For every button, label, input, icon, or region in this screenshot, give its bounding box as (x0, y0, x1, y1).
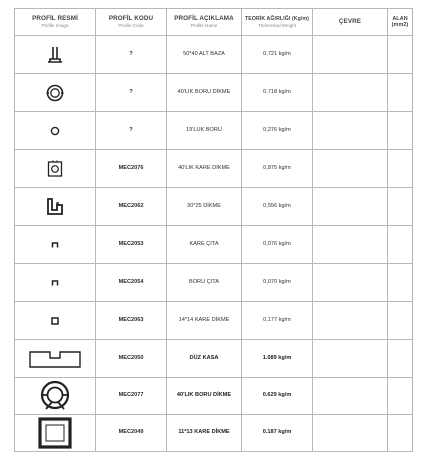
profile-desc: 40'LIK BORU DİKME (167, 378, 242, 415)
profile-area (388, 150, 413, 188)
profile-table-wrapper (14, 8, 413, 452)
profile-weight: 0,556 kg/m (242, 188, 313, 226)
profile-image-cell (15, 264, 96, 302)
profile-code: MEC2053 (96, 226, 167, 264)
table-row (15, 340, 413, 378)
profile-area (388, 74, 413, 112)
header-weight: TEORİK AĞIRLIĞI (Kg/m) Theoretical Weight (242, 9, 313, 36)
table-row (15, 264, 413, 302)
profile-desc: 14*14 KARE DİKME (167, 302, 242, 340)
profile-image-cell (15, 188, 96, 226)
profile-weight: 0,721 kg/m (242, 36, 313, 74)
profile-code: MEC2077 (96, 378, 167, 415)
header-perimeter: ÇEVRE (313, 9, 388, 36)
header-profile-image: PROFİL RESMİ Profile Image (15, 9, 96, 36)
alt-baza-profile-icon (44, 45, 66, 65)
header-profile-desc: PROFİL AÇIKLAMA Profile Name (167, 9, 242, 36)
profile-weight: 0,070 kg/m (242, 264, 313, 302)
profile-desc: KARE ÇITA (167, 226, 242, 264)
profile-perimeter (313, 264, 388, 302)
profile-desc: 11*13 KARE DİKME (167, 415, 242, 452)
table-row (15, 112, 413, 150)
profile-area (388, 415, 413, 452)
profile-image-cell (15, 36, 96, 74)
boru-dikme-profile-icon (44, 83, 66, 103)
profile-area (388, 340, 413, 378)
kare-cita-profile-icon (44, 235, 66, 255)
duz-kasa-profile-icon (27, 347, 83, 371)
profile-table (14, 8, 413, 452)
dikme-30x25-profile-icon (44, 197, 66, 217)
profile-perimeter (313, 112, 388, 150)
profile-weight: 0,875 kg/m (242, 150, 313, 188)
profile-area (388, 226, 413, 264)
profile-area (388, 36, 413, 74)
profile-code: MEC2050 (96, 340, 167, 378)
boru-ring-icon (44, 121, 66, 141)
profile-weight: 0.187 kg/m (242, 415, 313, 452)
profile-image-cell (15, 112, 96, 150)
profile-perimeter (313, 415, 388, 452)
profile-weight: 1.089 kg/m (242, 340, 313, 378)
table-row (15, 36, 413, 74)
profile-image-cell (15, 74, 96, 112)
profile-weight: 0,177 kg/m (242, 302, 313, 340)
profile-desc: 40'LIK BORU DİKME (167, 74, 242, 112)
profile-area (388, 112, 413, 150)
profile-perimeter (313, 340, 388, 378)
header-row (15, 9, 413, 36)
kare-dikme-14-profile-icon (44, 311, 66, 331)
profile-desc: 19'LUK BORU (167, 112, 242, 150)
boru-dikme-large-profile-icon (35, 379, 75, 413)
profile-desc: 50*40 ALT BAZA (167, 36, 242, 74)
profile-weight: 0,076 kg/m (242, 226, 313, 264)
profile-area (388, 378, 413, 415)
table-row (15, 150, 413, 188)
profile-perimeter (313, 74, 388, 112)
header-area: ALAN (mm2) (388, 9, 413, 36)
profile-desc: 30*25 DİKME (167, 188, 242, 226)
profile-desc: 40'LIK KARE DİKME (167, 150, 242, 188)
table-row (15, 415, 413, 452)
profile-area (388, 188, 413, 226)
profile-code: MEC2076 (96, 150, 167, 188)
table-row (15, 74, 413, 112)
profile-weight: 0,276 kg/m (242, 112, 313, 150)
profile-image-cell (15, 226, 96, 264)
profile-code: ? (96, 74, 167, 112)
profile-weight: 0.629 kg/m (242, 378, 313, 415)
table-row (15, 188, 413, 226)
profile-desc: DÜZ KASA (167, 340, 242, 378)
profile-code: MEC2062 (96, 188, 167, 226)
profile-image-cell (15, 150, 96, 188)
profile-perimeter (313, 226, 388, 264)
profile-code: ? (96, 36, 167, 74)
profile-image-cell (15, 415, 96, 452)
boru-cita-profile-icon (44, 273, 66, 293)
profile-perimeter (313, 36, 388, 74)
profile-weight: 0,718 kg/m (242, 74, 313, 112)
table-row (15, 378, 413, 415)
profile-code: ? (96, 112, 167, 150)
profile-perimeter (313, 302, 388, 340)
table-row (15, 226, 413, 264)
table-row (15, 302, 413, 340)
profile-perimeter (313, 378, 388, 415)
profile-desc: BORU ÇITA (167, 264, 242, 302)
profile-image-cell (15, 340, 96, 378)
header-profile-code: PROFİL KODU Profile Code (96, 9, 167, 36)
kare-dikme-profile-icon (44, 159, 66, 179)
kare-dikme-11-profile-icon (36, 416, 74, 450)
profile-image-cell (15, 302, 96, 340)
profile-code: MEC2049 (96, 415, 167, 452)
profile-image-cell (15, 378, 96, 415)
profile-perimeter (313, 188, 388, 226)
profile-perimeter (313, 150, 388, 188)
profile-code: MEC2063 (96, 302, 167, 340)
profile-area (388, 302, 413, 340)
profile-code: MEC2054 (96, 264, 167, 302)
profile-area (388, 264, 413, 302)
